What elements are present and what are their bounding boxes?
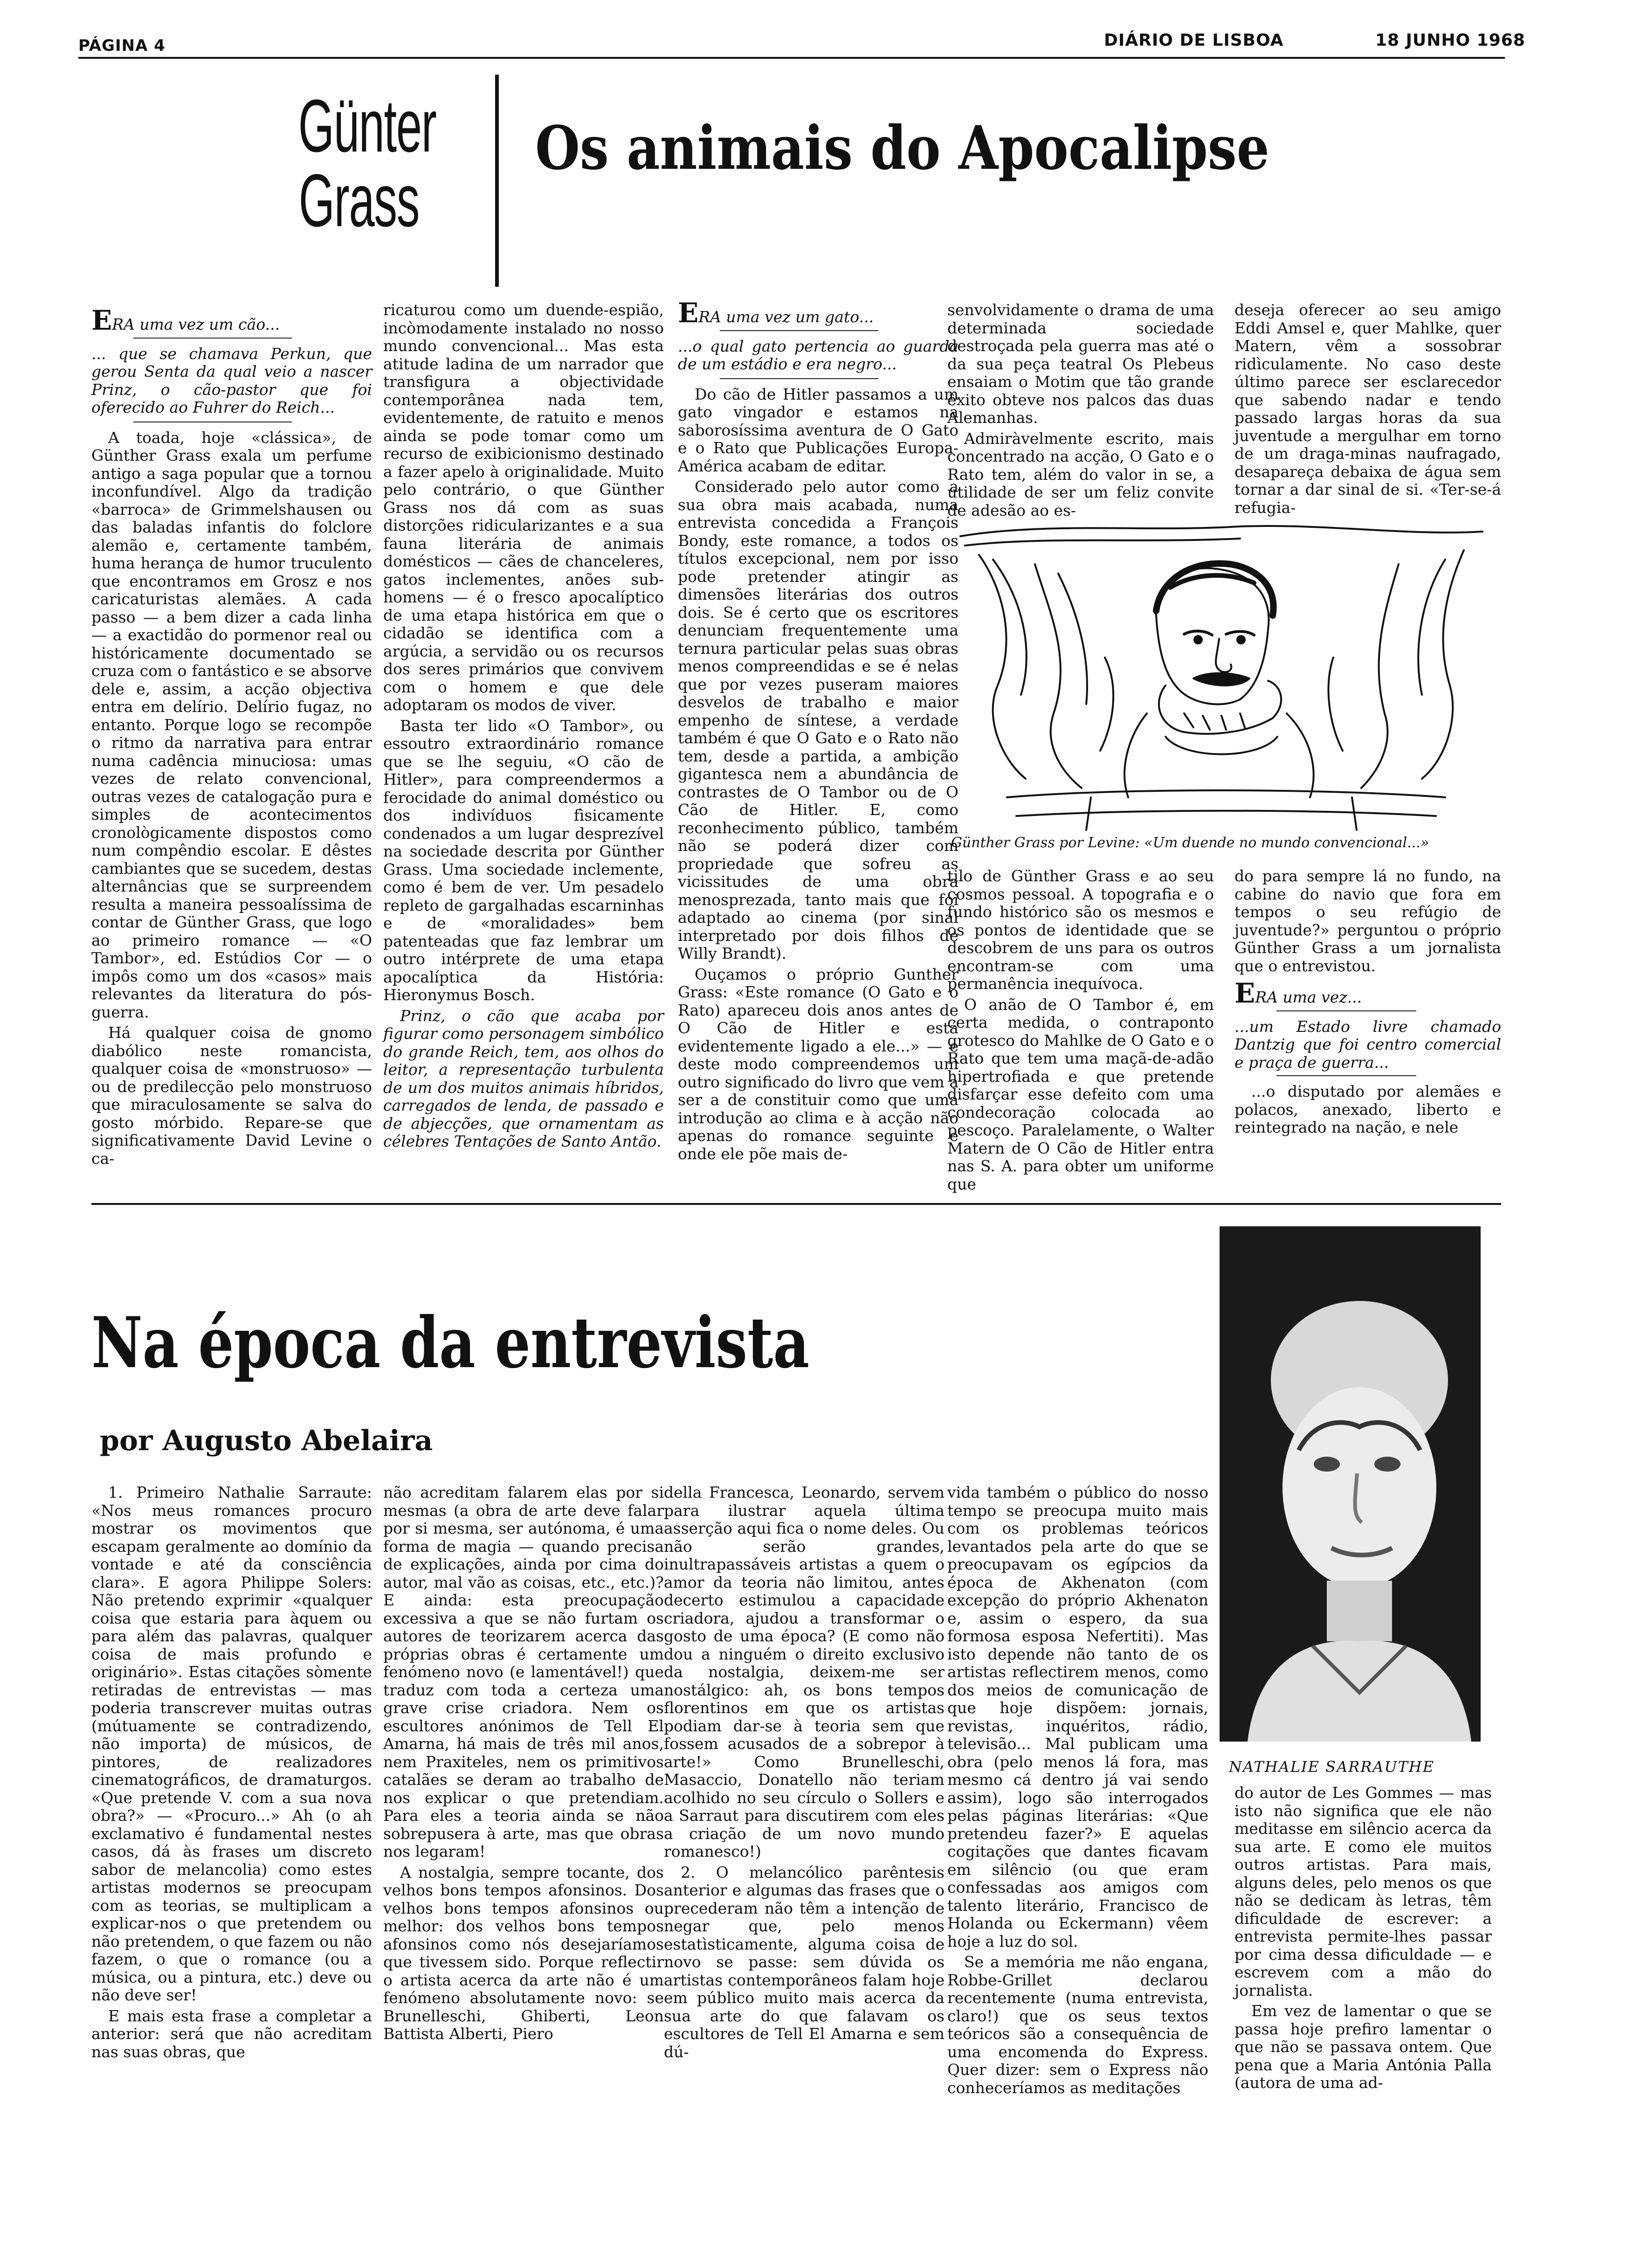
illustration-caption: Günther Grass por Levine: «Um duende no mundo convencional...» bbox=[951, 835, 1429, 851]
lead-rule bbox=[1276, 1010, 1416, 1011]
byline: por Augusto Abelaira bbox=[100, 1424, 433, 1457]
paragraph: Prinz, o cão que acaba por figurar como personagem simbólico do grande Reich, tem, aos olhos do leitor, a representação turbulenta de um dos muitos animais híbridos, carregados de lenda, de passado e de abjecções, que ornamentam as célebres Tentações de Santo Antão. bbox=[383, 1006, 664, 1150]
lead-rule bbox=[133, 338, 292, 339]
paragraph: Se a memória me não engana, Robbe-Grillet declarou recentemente (numa entrevista, claro!) que os seus textos teóricos são a consequência de uma encomenda do Express. Quer dizer: sem o Express não conheceríamos as meditações bbox=[947, 1953, 1208, 2097]
paragraph: ricaturou como um duende-espião, incòmodamente instalado no nosso mundo convencional... Mas esta atitude ladina de um narrador que transfigura a objectividade contemporânea nada tem, evidentemente, de ratuito e menos ainda se pode tomar como um recurso de exibicionismo destinado a fazer apelo à originalidade. Muito pelo contrário, o que Günther Grass nos dá com as suas distorções ridicularizantes e a sua fauna literária de animais domésticos — cães de chanceleres, gatos inclementes, anões sub-homens — é o fresco apocalíptico de uma etapa histórica em que o cidadão se identifica com a argúcia, a servidão ou os recursos dos seres primários que convivem com o homem e que dele adoptaram os modos de viver. bbox=[383, 301, 664, 714]
portrait-photo bbox=[1220, 1226, 1481, 1742]
paragraph: Do cão de Hitler passamos a um gato vingador e estamos na saborosíssima aventura de O Gato e o Rato que Publicações Europa-América acabam de editar. bbox=[678, 385, 958, 475]
photo-caption: NATHALIE SARRAUTHE bbox=[1229, 1758, 1435, 1776]
lead-quote: ...um Estado livre chamado Dantzig que foi centro comercial e praça de guerra... bbox=[1234, 1017, 1501, 1072]
article1-column-3 bbox=[678, 297, 958, 1196]
author-last-name: Grass bbox=[298, 159, 420, 242]
paragraph: Basta ter lido «O Tambor», ou essoutro extraordinário romance que se lhe seguiu, «O cão de Hitler», para compreendermos a ferocidade do animal doméstico ou dos indivíduos fìsicamente condenados a um lugar desprezível na sociedade descrita por Günther Grass. Uma sociedade inclemente, como é bem de ver. Um pesadelo repleto de gargalhadas escarninhas e de «moralidades» bem patenteadas que faz lembrar um outro intérprete de uma etapa apocalíptica da História: Hieronymus Bosch. bbox=[383, 716, 664, 1004]
article-divider bbox=[91, 1203, 1501, 1205]
paragraph: 1. Primeiro Nathalie Sarraute: «Nos meus romances procuro mostrar os movimentos que escapam geralmente ao domínio da vontade e até da consciência clara». E agora Philippe Solers: Não pretendo exprimir «qualquer coisa que estaria para àquem ou para além das palavras, qualquer coisa de mais profundo e originário». Estas citações sòmente retiradas de entrevistas — mas poderia transcrever muitas outras (mútuamente se contradizendo, não importa) de músicos, de pintores, de realizadores cinematográficos, de dramaturgos. «Que pretende V. com a sua nova obra?» — «Procuro...» Ah (o ah exclamativo é fundamental nestes casos, dá às frases um discreto sabor de melancolia) como estes artistas modernos se preocupam com as teorias, se multiplicam a explicar-nos o que pretendem ou não pretendem, o que fazem ou não fazem, o que o romance (ou a música, ou a pintura, etc.) deve ou não deve ser! bbox=[91, 1483, 372, 2004]
paragraph: Considerado pelo autor como a sua obra mais acabada, numa entrevista concedida a François Bondy, este romance, a todos os títulos excepcional, nem por isso pode pretender atingir as dimensões literárias dos outros dois. Se é certo que os escritores denunciam frequentemente uma ternura particular pelas suas obras menos compreendidas e se é nelas que por vezes puseram maiores desvelos de trabalho e maior empenho de síntese, a verdade também é que O Gato e o Rato não tem, desde a partida, a ambição gigantesca nem a abundância de contrastes de O Tambor ou de O Cão de Hitler. E, como reconhecimento público, também não se poderá dizer com propriedade que sofreu as vicissitudes de uma obra menosprezada, tanto mais que foi adaptado ao cinema (por sinal interpretado por dois filhos de Willy Brandt). bbox=[678, 477, 958, 962]
paragraph: Admiràvelmente escrito, mais concentrado na acção, O Gato e o Rato tem, além do valor in se, a utilidade de ser um feliz convite de adesão ao es- bbox=[947, 429, 1214, 519]
drop-cap: E bbox=[91, 304, 112, 336]
paragraph: tilo de Günther Grass e ao seu cosmos pessoal. A topografia e o fundo histórico são os mesmos e os pontos de identidade que se descobrem de uns para os outros encontram-se com uma permanência inequívoca. bbox=[947, 867, 1214, 993]
article2-column-2 bbox=[383, 1484, 664, 2090]
drop-cap: E bbox=[678, 297, 699, 329]
author-name bbox=[298, 84, 436, 242]
article-title: Os animais do Apocalipse bbox=[535, 113, 1269, 183]
article2-column-4 bbox=[947, 1483, 1208, 2097]
article1-column-5-bottom bbox=[1234, 867, 1501, 1194]
header-rule bbox=[78, 57, 1505, 59]
paragraph: vida também o público do nosso tempo se preocupa muito mais com os problemas teóricos levantados pela arte do que se preocupavam os egípcios da época de Akhenaton (com excepção do próprio Akhenaton e, assim o espero, da sua formosa esposa Nefertiti). Mas isto depende não tanto de os artistas reflectirem menos, como dos meios de comunicação de que hoje dispõem: jornais, revistas, inquéritos, rádio, televisão... Mal publicam uma obra (pelo menos lá fora, mas mesmo cá dentro já vai sendo assim), logo são interrogados pelas páginas literárias: «Que pretendeu fazer?» E aquelas cogitações que dantes ficavam em silêncio (ou que eram confessadas aos amigos com talento literário, Francisco de Holanda ou Eckermann) vêem hoje a luz do sol. bbox=[947, 1483, 1208, 1950]
caricature-drawing bbox=[951, 518, 1492, 835]
lead-in-text: RA uma vez um gato... bbox=[698, 308, 874, 326]
newspaper-name: DIÁRIO DE LISBOA bbox=[1104, 31, 1284, 50]
article2-column-1 bbox=[91, 1484, 372, 2090]
lead-in bbox=[1234, 977, 1501, 1009]
article2-column-5 bbox=[1234, 1784, 1492, 2090]
lead-in bbox=[91, 304, 372, 336]
lead-rule bbox=[720, 330, 878, 331]
lead-quote: ...o qual gato pertencia ao guarda de um estádio e era negro... bbox=[678, 337, 958, 373]
caricature-illustration bbox=[951, 518, 1492, 835]
paragraph: A toada, hoje «clássica», de Günther Grass exala um perfume antigo a saga popular que a tornou inconfundível. Algo da tradição «barroca» de Grimmelshausen ou das baladas infantis do folclore alemão e, certamente também, huma herança de humor truculento que encontramos em Grosz e nos caricaturistas alemães. A cada passo — a bem dizer a cada linha — a exactidão do pormenor real ou históricamente documentado se cruza com o fantástico e se absorve dele e, assim, a acção objectiva entra em delírio. Delírio fugaz, no entanto. Porque logo se recompõe o ritmo da narrativa para entrar numa cadência minuciosa: umas vezes de relato convencional, outras vezes de catalogação pura e simples de acontecimentos cronològicamente dispostos como num compêndio escolar. E dêstes cambiantes que se sucedem, destas alternâncias que se surpreendem resulta a maneira pessoalíssima de contar de Günther Grass, que logo ao primeiro romance — «O Tambor», ed. Estúdios Cor — o impôs como um dos «casos» mais relevantes da literatura do pós-guerra. bbox=[91, 428, 372, 1021]
paragraph: Em vez de lamentar o que se passa hoje prefiro lamentar o que não se passava ontem. Que pena que a Maria Antónia Palla (autora de uma ad- bbox=[1234, 2002, 1492, 2092]
article-title: Na época da entrevista bbox=[91, 1302, 810, 1384]
title-divider bbox=[495, 75, 499, 287]
article1-column-4-top bbox=[947, 301, 1214, 519]
author-first-name: Günter bbox=[298, 84, 436, 167]
paragraph: do autor de Les Gommes — mas isto não significa que ele não meditasse em silêncio acerca da sua arte. E como ele muitos outros artistas. Para mais, alguns deles, pelo menos os que não se dedicam às letras, têm dificuldade de escrever: a entrevista permite-lhes passar por cima dessa dificuldade — e escrevem com a mão do jornalista. bbox=[1234, 1784, 1492, 1999]
article1-column-1 bbox=[91, 304, 372, 1197]
lead-in-text: RA uma vez... bbox=[1255, 988, 1362, 1006]
paragraph: E mais esta frase a completar a anterior: será que não acreditam nas suas obras, que bbox=[91, 2006, 372, 2061]
lead-rule bbox=[720, 378, 878, 379]
page-number: PÁGINA 4 bbox=[78, 36, 165, 55]
article1-column-4-bottom bbox=[947, 867, 1214, 1194]
paragraph: Ouçamos o próprio Gunther Grass: «Este romance (O Gato e o Rato) apareceu dois anos antes de O Cão de Hitler e está evidentemente ligado a ele...» — e deste modo compreendemos um outro significado do livro que vem a ser a de constituir como que uma introdução ao clima e à acção não apenas do romance seguinte e onde ele põe mais de- bbox=[678, 965, 958, 1163]
paragraph: Há qualquer coisa de gnomo diabólico neste romancista, qualquer coisa de «monstruoso» — ou de predilecção pelo monstruoso que miraculosamente se salva do gosto mórbido. Repare-se que significativamente David Levine o ca- bbox=[91, 1023, 372, 1168]
paragraph: senvolvidamente o drama de uma determinada sociedade destroçada pela guerra mas até o da sua peça teatral Os Plebeus ensaiam o Motim que tão grande êxito obteve nos palcos das duas Alemanhas. bbox=[947, 301, 1214, 427]
paragraph: A nostalgia, sempre tocante, dos velhos bons tempos afonsinos. Dos velhos bons tempos afonsinos ou melhor: dos velhos bons tempos afonsinos como nós desejaríamos que tivessem sido. Porque reflectir o artista acerca da arte não é um fenómeno absolutamente novo: se Brunelleschi, Ghiberti, Leon Battista Alberti, Piero bbox=[383, 1863, 664, 2043]
lead-rule bbox=[1276, 1075, 1416, 1076]
article2-column-3 bbox=[664, 1484, 945, 2090]
portrait-image bbox=[1220, 1226, 1481, 1742]
paragraph: della Francesca, Leonardo, servem para ilustrar aquela última asserção aqui fica o nome deles. Ou não serão grandes, inultrapassáveis artistas a quem o amor da teoria não limitou, antes decerto estimulou a capacidade criadora, ajudou a transformar o gosto de uma época? (E como não dou a ninguém o direito exclusivo da nostalgia, deixem-me ser nostálgico: ah, os bons tempos florentinos em que os artistas podiam dar-se à teoria sem que fossem acusados de a sobrepor à arte!» Como Brunelleschi, Masaccio, Donatello não teriam acolhido no seu círculo o Sollers e a Sarraut para discutirem com eles a criação de um novo mundo romanesco!) bbox=[664, 1483, 945, 1860]
lead-quote: ... que se chamava Perkun, que gerou Senta da qual veio a nascer Prinz, o cão-pastor que foi oferecido ao Fuhrer do Reich... bbox=[91, 344, 372, 416]
lead-in-text: RA uma vez um cão... bbox=[112, 315, 280, 333]
paragraph: 2. O melancólico parêntesis anterior e algumas das frases que o precederam não têm a intenção de negar que, pelo menos estatìsticamente, alguma coisa de novo se passe: sem dúvida os artistas contemporâneos falam hoje em público muito mais acerca da sua arte do que falavam os escultores de Tell El Amarna e sem dú- bbox=[664, 1863, 945, 2061]
lead-in bbox=[678, 297, 958, 329]
paragraph: O anão de O Tambor é, em certa medida, o contraponto grotesco do Mahlke de O Gato e o Rato que tem uma maçã-de-adão hipertrofiada e que pretende disfarçar esse defeito com uma condecoração colocada ao pescoço. Paralelamente, o Walter Matern de O Cão de Hitler entra nas S. A. para obter um uniforme que bbox=[947, 995, 1214, 1193]
article1-column-2 bbox=[383, 301, 664, 1196]
paragraph: deseja oferecer ao seu amigo Eddi Amsel e, quer Mahlke, quer Matern, vêm a sossobrar ridìculamente. No caso deste último parece ser esclarecedor que sabendo nadar e tendo passado largas horas da sua juventude a mergulhar em torno de um draga-minas naufragado, desapareça debaixa de água sem tornar a dar sinal de si. «Ter-se-á refugia- bbox=[1234, 301, 1501, 517]
paragraph: não acreditam falarem elas por si mesmas (a obra de arte deve falar por si mesma, ser autónoma, é uma forma de magia — quando precisa de explicações, ainda por cima do autor, mal vão as coisas, etc., etc.)? E ainda: esta preocupação excessiva a que se não furtam os autores de teorizarem acerca das próprias obras é certamente um fenómeno novo (e lamentável!) que traduz com toda a certeza uma grave crise criadora. Nem os escultores anónimos de Tell El Amarna, há mais de três mil anos, nem Praxiteles, nem os primitivos catalães se deram ao trabalho de nos explicar o que pretendiam. Para eles a teoria ainda se não sobrepusera à arte, mas que obras nos legaram! bbox=[383, 1483, 664, 1860]
drop-cap: E bbox=[1234, 977, 1255, 1009]
issue-date: 18 JUNHO 1968 bbox=[1375, 31, 1525, 50]
paragraph: do para sempre lá no fundo, na cabine do navio que fora em tempos o seu refúgio de juventude?» perguntou o próprio Günther Grass a um jornalista que o entrevistou. bbox=[1234, 867, 1501, 975]
paragraph: ...o disputado por alemães e polacos, anexado, liberto e reintegrado na nação, e nele bbox=[1234, 1082, 1501, 1136]
article1-column-5-top bbox=[1234, 301, 1501, 517]
